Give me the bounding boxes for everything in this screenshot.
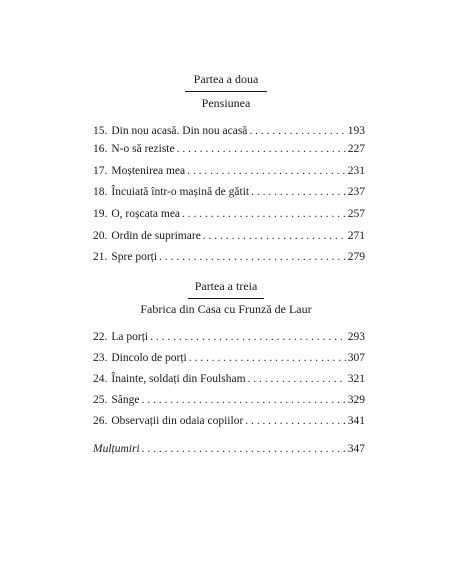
toc-entry[interactable]	[93, 351, 365, 365]
chapter-title: Ordin de suprimare	[111, 230, 201, 242]
chapter-title: Înainte, soldați din Foulsham	[111, 373, 246, 385]
toc-entry[interactable]	[93, 229, 365, 243]
chapter-title: Încuiată într-o mașină de gătit	[111, 186, 250, 198]
dot-leader	[203, 229, 346, 243]
toc-entry[interactable]	[93, 330, 365, 344]
toc-entry[interactable]	[93, 372, 365, 386]
chapter-number: 26.	[93, 415, 108, 427]
chapter-title: Observații din odaia copiilor	[111, 415, 244, 427]
toc-entry[interactable]	[93, 164, 365, 178]
dot-leader	[177, 142, 346, 156]
chapter-number: 15.	[93, 125, 108, 137]
dot-leader	[142, 442, 346, 456]
chapter-title: N-o să reziste	[111, 143, 175, 155]
toc-entry[interactable]	[93, 207, 365, 221]
dot-leader	[182, 207, 346, 221]
dot-leader	[141, 393, 345, 407]
page-number: 347	[347, 443, 365, 455]
chapter-title: O, roșcata mea	[111, 208, 181, 220]
chapter-number: 25.	[93, 394, 108, 406]
toc-entry[interactable]	[93, 124, 365, 138]
toc-entry[interactable]	[93, 185, 365, 199]
dot-leader	[150, 330, 346, 344]
chapter-title: Sânge	[111, 394, 140, 406]
chapter-number: 19.	[93, 208, 108, 220]
page-number: 193	[347, 125, 365, 137]
part-two-label: Partea a doua	[193, 72, 259, 86]
chapter-number: 17.	[93, 165, 108, 177]
dot-leader	[245, 414, 345, 428]
chapter-number: 16.	[93, 143, 108, 155]
page-number: 271	[347, 230, 365, 242]
part-three-title: Fabrica din Casa cu Frunză de Laur	[140, 302, 312, 316]
chapter-title: Din nou acasă. Din nou acasă	[111, 125, 248, 137]
chapter-number: 18.	[93, 186, 108, 198]
chapter-number: 21.	[93, 251, 108, 263]
part-three-label: Partea a treia	[194, 279, 258, 293]
page-number: 257	[347, 208, 365, 220]
chapter-number: 24.	[93, 373, 108, 385]
toc-entry[interactable]	[93, 142, 365, 156]
toc-entry[interactable]	[93, 250, 365, 264]
page-number: 227	[347, 143, 365, 155]
dot-leader	[189, 351, 346, 365]
page-number: 321	[347, 373, 365, 385]
chapter-number: 23.	[93, 352, 108, 364]
chapter-number: 20.	[93, 230, 108, 242]
toc-entry-acknowledgements[interactable]	[93, 442, 365, 456]
part-three-divider	[188, 298, 264, 299]
dot-leader	[249, 124, 345, 138]
page-number: 237	[347, 186, 365, 198]
chapter-title: La porți	[111, 331, 149, 343]
page-number: 341	[347, 415, 365, 427]
toc-entry[interactable]	[93, 393, 365, 407]
chapter-title: Spre porți	[111, 251, 158, 263]
part-two-divider	[185, 91, 267, 92]
chapter-title: Dincolo de porți	[111, 352, 187, 364]
page-number: 307	[347, 352, 365, 364]
chapter-number: 22.	[93, 331, 108, 343]
part-two-title: Pensiunea	[201, 96, 251, 110]
page-number: 279	[347, 251, 365, 263]
page-number: 231	[347, 165, 365, 177]
page-number: 293	[347, 331, 365, 343]
page-number: 329	[347, 394, 365, 406]
chapter-title: Moștenirea mea	[111, 165, 186, 177]
acknowledgements-title: Mulțumiri	[93, 443, 140, 455]
dot-leader	[159, 250, 346, 264]
dot-leader	[251, 185, 346, 199]
toc-entry[interactable]	[93, 414, 365, 428]
dot-leader	[248, 372, 346, 386]
dot-leader	[187, 164, 346, 178]
